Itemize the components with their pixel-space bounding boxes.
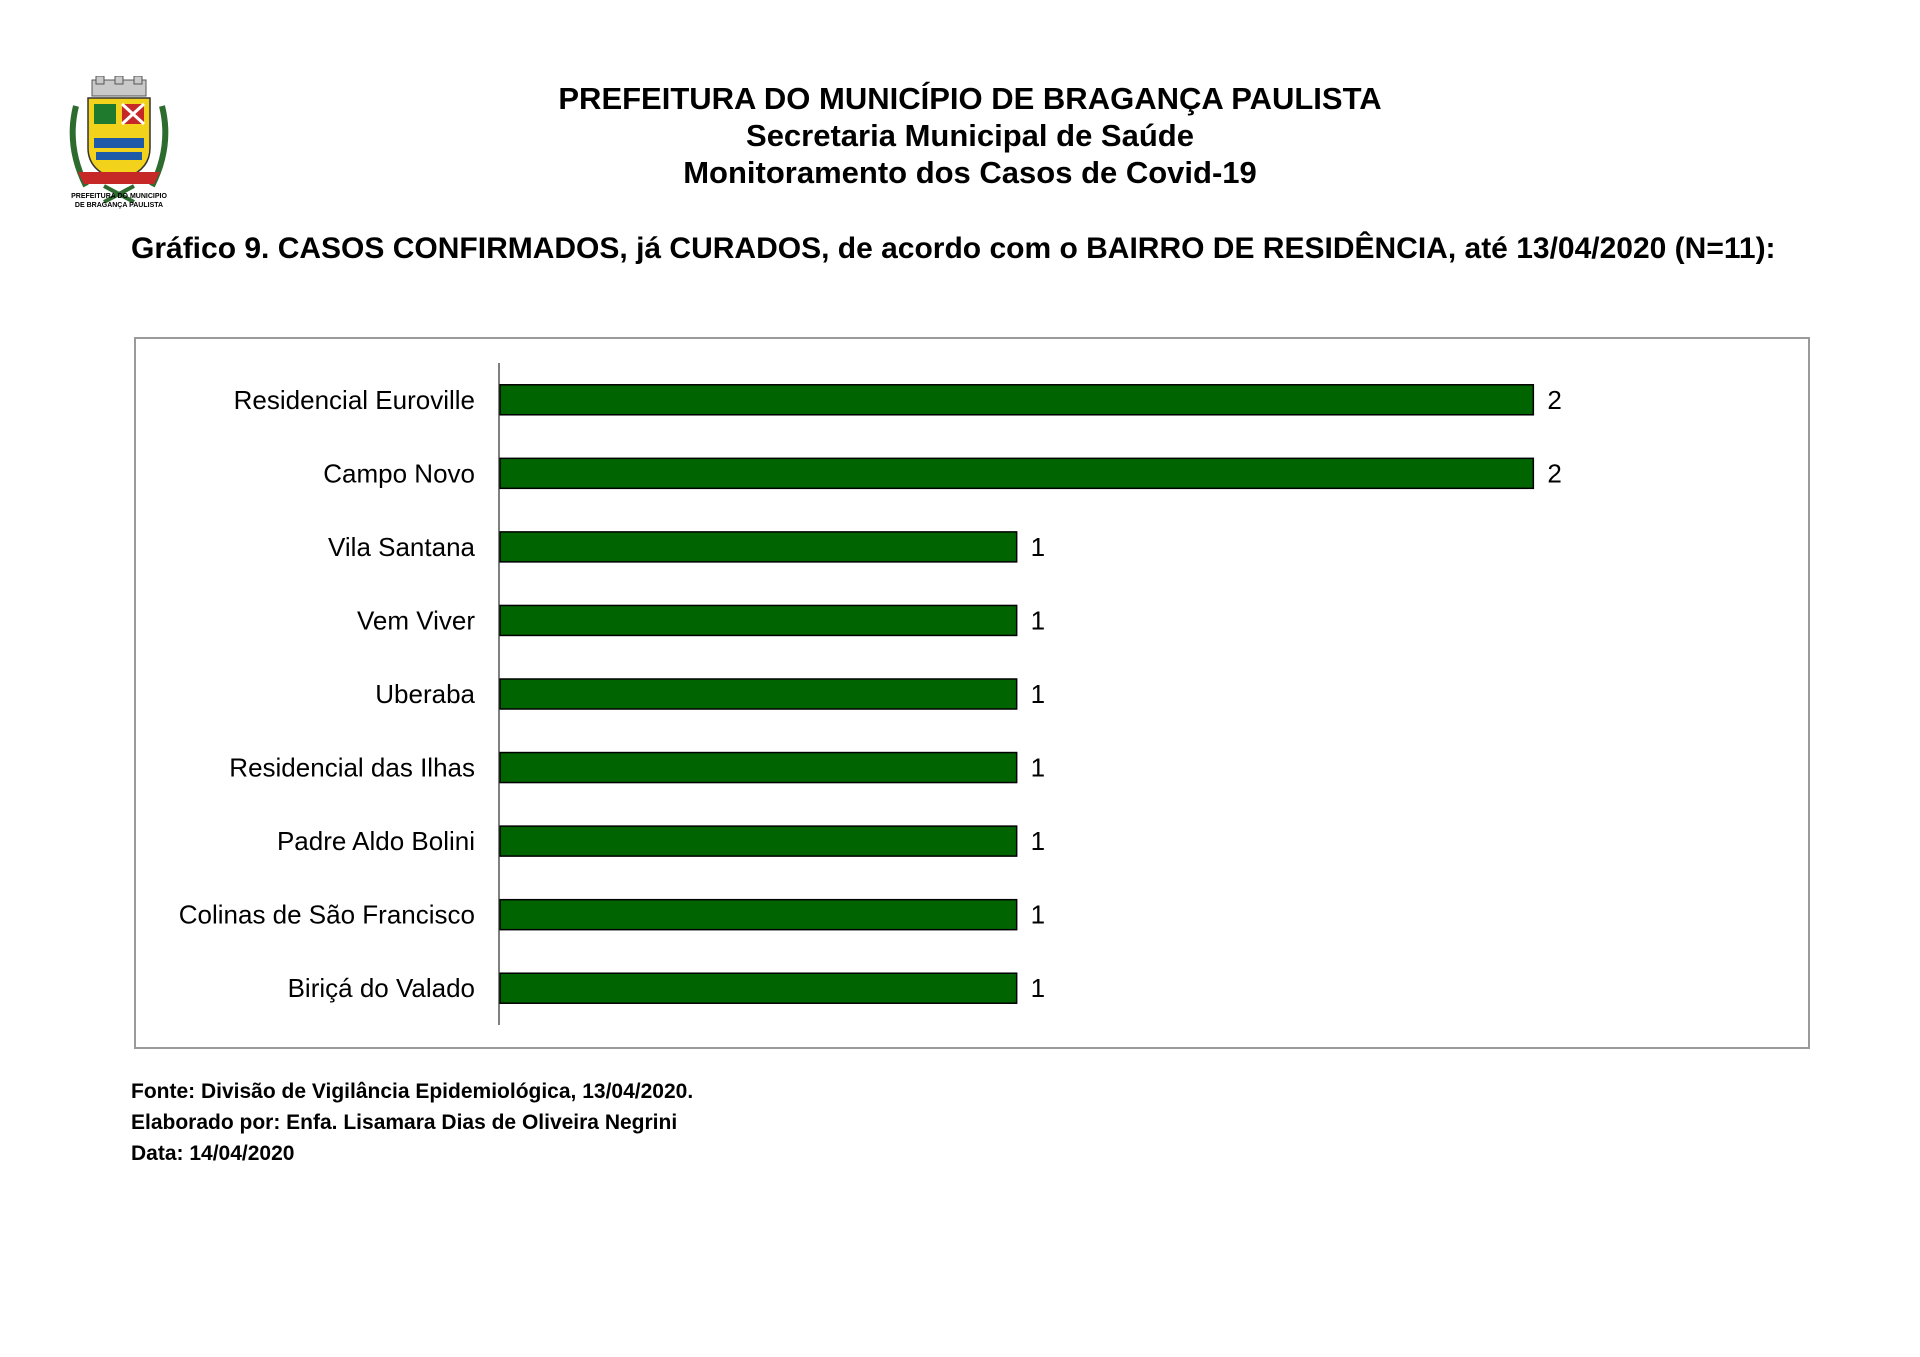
bar-chart — [134, 337, 1810, 1049]
category-tick-label: Residencial Euroville — [233, 384, 475, 415]
logo-caption-line2: DE BRAGANÇA PAULISTA — [74, 202, 164, 209]
bar-value-label: 1 — [1030, 752, 1046, 783]
bar-value-label: 2 — [1547, 458, 1562, 489]
footer-source: Fonte: Divisão de Vigilância Epidemiológica, 13/04/2020. — [131, 1080, 694, 1103]
category-tick-label: Residencial das Ilhas — [229, 752, 475, 783]
bar-value-label: 2 — [1547, 384, 1562, 415]
footer-date: Data: 14/04/2020 — [131, 1142, 295, 1165]
category-tick-label: Vem Viver — [356, 605, 475, 636]
footer — [131, 1076, 693, 1169]
bar-value-label: 1 — [1030, 605, 1046, 636]
bar — [500, 973, 1017, 1003]
category-tick-label: Vila Santana — [328, 531, 475, 562]
bar — [500, 753, 1017, 783]
bar-value-label: 1 — [1030, 899, 1046, 930]
bar — [500, 385, 1533, 415]
category-tick-label: Campo Novo — [323, 458, 475, 489]
bar — [500, 900, 1017, 930]
bar — [500, 458, 1533, 488]
logo-caption — [52, 192, 186, 210]
header-prefeitura: PREFEITURA DO MUNICÍPIO DE BRAGANÇA PAULISTA — [558, 81, 1382, 116]
category-tick-label: Biriçá do Valado — [287, 973, 475, 1004]
logo-caption-line1: PREFEITURA DO MUNICIPIO — [71, 193, 167, 200]
bar-value-label: 1 — [1030, 826, 1046, 857]
category-tick-label: Colinas de São Francisco — [178, 899, 475, 930]
bar — [500, 605, 1017, 635]
bar-value-label: 1 — [1030, 973, 1046, 1004]
page-header — [0, 80, 1920, 191]
category-tick-label: Padre Aldo Bolini — [276, 826, 475, 857]
header-secretaria: Secretaria Municipal de Saúde — [746, 118, 1194, 153]
bar-value-label: 1 — [1030, 679, 1046, 709]
bar — [500, 826, 1017, 856]
category-tick-label: Uberaba — [375, 679, 475, 709]
bar — [500, 532, 1017, 562]
footer-author: Elaborado por: Enfa. Lisamara Dias de Oliveira Negrini — [131, 1111, 678, 1134]
bar-value-label: 1 — [1030, 531, 1046, 562]
bar — [500, 679, 1017, 709]
chart-title: Gráfico 9. CASOS CONFIRMADOS, já CURADOS, de acordo com o BAIRRO DE RESIDÊNCIA, até 13/04/2020 (N=11): — [131, 232, 1776, 265]
header-monitoramento: Monitoramento dos Casos de Covid-19 — [683, 155, 1257, 190]
